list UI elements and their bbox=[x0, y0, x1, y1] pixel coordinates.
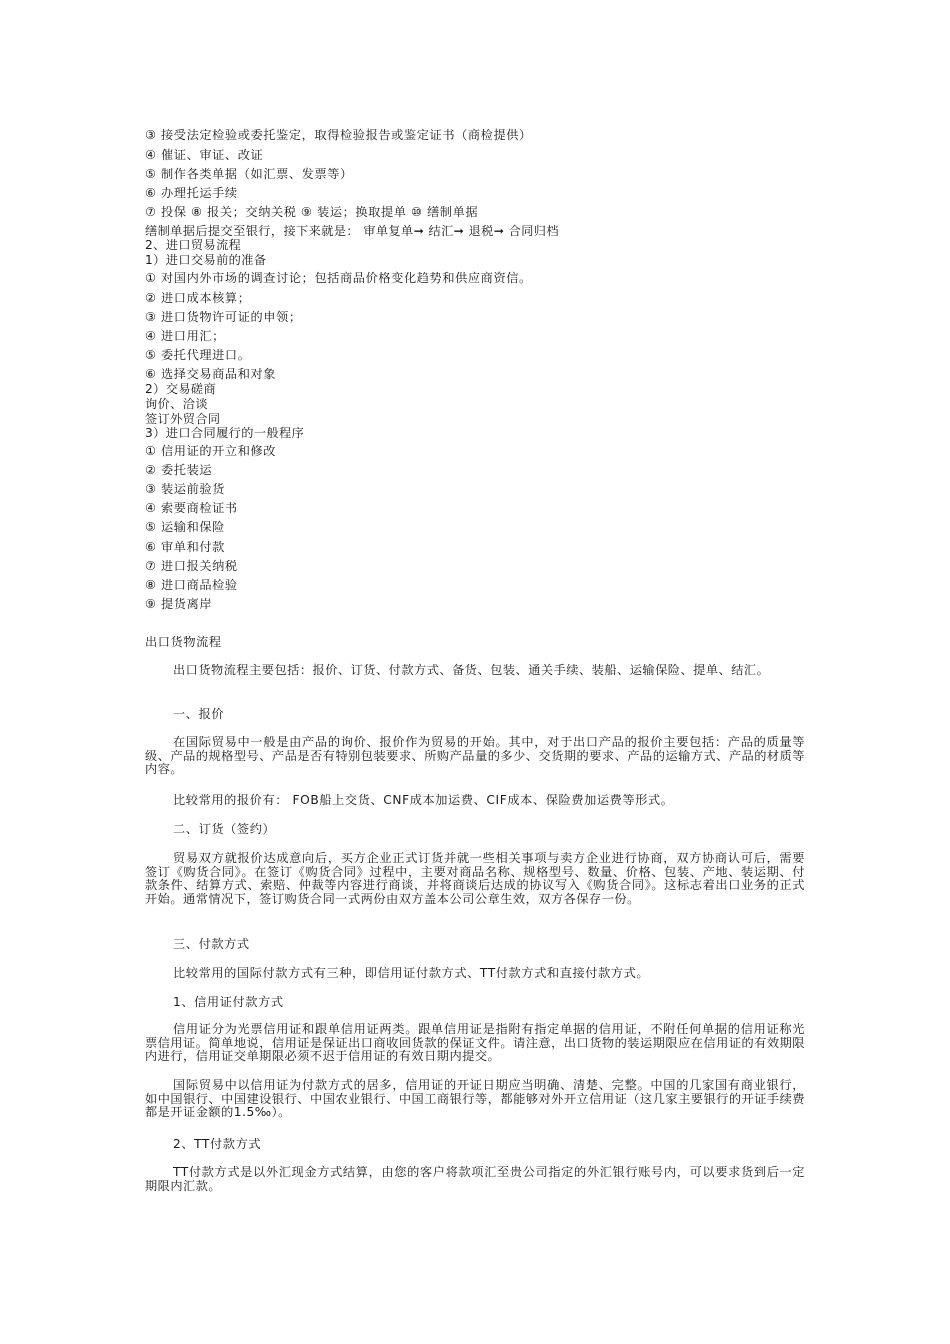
section-2-title: 二、订货（签约） bbox=[173, 822, 276, 836]
import-negotiation-item: 签订外贸合同 bbox=[145, 412, 221, 426]
import-prep-title: 1）进口交易前的准备 bbox=[145, 253, 267, 267]
tt-title: 2、TT付款方式 bbox=[173, 1137, 262, 1151]
section-1-title: 一、报价 bbox=[173, 707, 225, 721]
import-contract-item: ③ 装运前验货 bbox=[145, 482, 225, 496]
tt-paragraph: TT付款方式是以外汇现金方式结算，由您的客户将款项汇至贵公司指定的外汇银行账号内，可以要求货到后一定期限内汇款。 bbox=[145, 1165, 805, 1193]
import-contract-item: ⑥ 审单和付款 bbox=[145, 540, 225, 554]
export-steps-7-10: ⑦ 投保 ⑧ 报关；交纳关税 ⑨ 装运；换取提单 ⑩ 缮制单据 bbox=[145, 205, 479, 219]
import-contract-item: ⑨ 提货离岸 bbox=[145, 597, 213, 611]
section-3-paragraph: 比较常用的国际付款方式有三种，即信用证付款方式、TT付款方式和直接付款方式。 bbox=[173, 966, 650, 980]
section-1-paragraph: 在国际贸易中一般是由产品的询价、报价作为贸易的开始。其中，对于出口产品的报价主要包括：产品的质量等级、产品的规格型号、产品是否有特别包装要求、所购产品量的多少、交货期的要求、产品的运输方式、产品的材质等内容。 bbox=[145, 735, 805, 777]
import-prep-item: ② 进口成本核算； bbox=[145, 291, 251, 305]
export-step-5: ⑤ 制作各类单据（如汇票、发票等） bbox=[145, 167, 353, 181]
export-step-3: ③ 接受法定检验或委托鉴定，取得检验报告或鉴定证书（商检提供） bbox=[145, 128, 532, 142]
import-flow-heading: 2、进口贸易流程 bbox=[145, 238, 242, 252]
import-contract-title: 3）进口合同履行的一般程序 bbox=[145, 426, 305, 440]
import-contract-item: ① 信用证的开立和修改 bbox=[145, 444, 277, 458]
export-goods-title: 出口货物流程 bbox=[145, 635, 222, 649]
export-step-4: ④ 催证、审证、改证 bbox=[145, 148, 264, 162]
section-3-title: 三、付款方式 bbox=[173, 937, 250, 951]
import-contract-item: ⑦ 进口报关纳税 bbox=[145, 559, 238, 573]
lc-title: 1、信用证付款方式 bbox=[173, 995, 284, 1009]
import-negotiation-title: 2）交易磋商 bbox=[145, 382, 217, 396]
lc-paragraph-2: 国际贸易中以信用证为付款方式的居多，信用证的开证日期应当明确、清楚、完整。中国的几家国有商业银行，如中国银行、中国建设银行、中国农业银行、中国工商银行等，都能够对外开立信用证（这几家主要银行的开证手续费都是开证金额的1.5‰）。 bbox=[145, 1078, 805, 1120]
import-prep-item: ④ 进口用汇； bbox=[145, 329, 225, 343]
import-prep-item: ③ 进口货物许可证的申领； bbox=[145, 310, 302, 324]
export-step-6: ⑥ 办理托运手续 bbox=[145, 186, 238, 200]
import-prep-item: ⑥ 选择交易商品和对象 bbox=[145, 367, 277, 381]
import-contract-item: ⑤ 运输和保险 bbox=[145, 520, 225, 534]
import-negotiation-item: 询价、洽谈 bbox=[145, 397, 208, 411]
import-contract-item: ② 委托装运 bbox=[145, 463, 213, 477]
import-contract-item: ④ 索要商检证书 bbox=[145, 501, 238, 515]
import-prep-item: ⑤ 委托代理进口。 bbox=[145, 348, 251, 362]
section-2-paragraph: 贸易双方就报价达成意向后，买方企业正式订货并就一些相关事项与卖方企业进行协商，双方协商认可后，需要签订《购货合同》。在签订《购货合同》过程中，主要对商品名称、规格型号、数量、价格、包装、产地、装运期、付款条件、结算方式、索赔、仲裁等内容进行商谈，并将商谈后达成的协议写入《购货合同》。这标志着出口业务的正式开始。通常情况下，签订购货合同一式两份由双方盖本公司公章生效，双方各保存一份。 bbox=[145, 851, 805, 906]
lc-paragraph-1: 信用证分为光票信用证和跟单信用证两类。跟单信用证是指附有指定单据的信用证，不附任何单据的信用证称光票信用证。简单地说，信用证是保证出口商收回货款的保证文件。请注意，出口货物的装运期限应在信用证的有效期限内进行，信用证交单期限必须不迟于信用证的有效日期内提交。 bbox=[145, 1022, 805, 1064]
after-docs-flow: 缮制单据后提交至银行，接下来就是： 审单复单➞ 结汇➞ 退税➞ 合同归档 bbox=[145, 224, 559, 238]
export-goods-intro: 出口货物流程主要包括：报价、订货、付款方式、备货、包装、通关手续、装船、运输保险、提单、结汇。 bbox=[173, 663, 770, 677]
import-prep-item: ① 对国内外市场的调查讨论；包括商品价格变化趋势和供应商资信。 bbox=[145, 271, 532, 285]
import-contract-item: ⑧ 进口商品检验 bbox=[145, 578, 238, 592]
section-1-quote-types: 比较常用的报价有： FOB船上交货、CNF成本加运费、CIF成本、保险费加运费等形式。 bbox=[173, 793, 674, 807]
